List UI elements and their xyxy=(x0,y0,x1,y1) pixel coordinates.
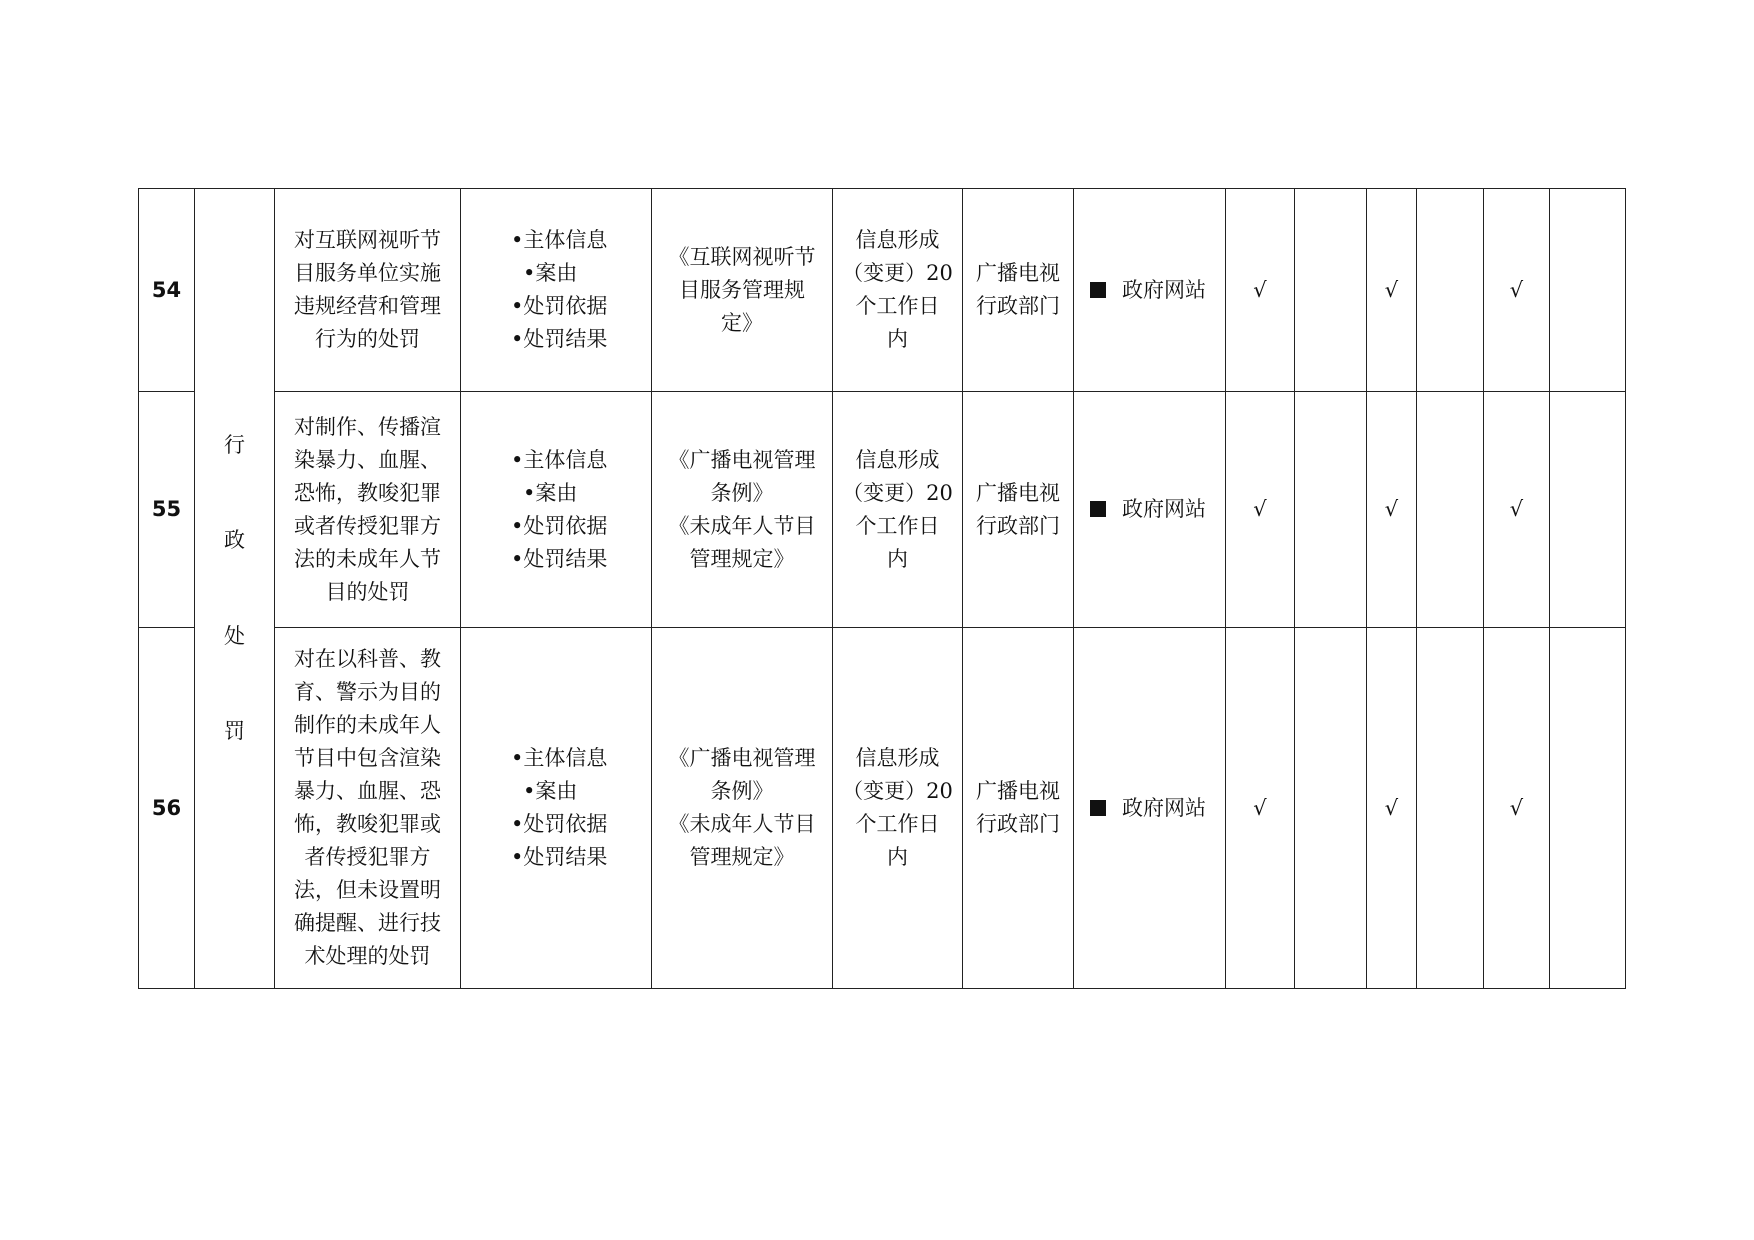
content-cell: •主体信息 •案由 •处罚依据 •处罚结果 xyxy=(461,392,652,628)
category-char: 罚 xyxy=(224,719,245,744)
basis-cell: 《广播电视管理 条例》 《未成年人节目 管理规定》 xyxy=(652,392,833,628)
time-limit-cell: 信息形成 （变更）20 个工作日 内 xyxy=(833,628,963,989)
check-cell: √ xyxy=(1367,628,1417,989)
row-number: 56 xyxy=(139,628,195,989)
check-cell xyxy=(1417,189,1484,392)
content-cell: •主体信息 •案由 •处罚依据 •处罚结果 xyxy=(461,628,652,989)
table-row xyxy=(139,628,1626,989)
category-char: 政 xyxy=(224,528,245,553)
check-cell xyxy=(1550,628,1626,989)
check-cell xyxy=(1295,392,1367,628)
check-cell xyxy=(1417,628,1484,989)
item-cell: 对互联网视听节 目服务单位实施 违规经营和管理 行为的处罚 xyxy=(275,189,461,392)
check-cell: √ xyxy=(1367,392,1417,628)
category-char: 处 xyxy=(224,623,245,648)
category-cell xyxy=(195,189,275,989)
check-cell xyxy=(1417,392,1484,628)
table-row xyxy=(139,392,1626,628)
check-cell xyxy=(1550,392,1626,628)
table-row xyxy=(139,189,1626,392)
disclosure-table xyxy=(138,188,1626,989)
row-number: 55 xyxy=(139,392,195,628)
channel-cell: 政府网站 xyxy=(1074,392,1226,628)
time-limit-cell: 信息形成 （变更）20 个工作日 内 xyxy=(833,392,963,628)
subject-cell: 广播电视 行政部门 xyxy=(963,189,1074,392)
channel-cell: 政府网站 xyxy=(1074,189,1226,392)
content-cell: •主体信息 •案由 •处罚依据 •处罚结果 xyxy=(461,189,652,392)
check-cell: √ xyxy=(1484,392,1550,628)
check-cell xyxy=(1295,628,1367,989)
subject-cell: 广播电视 行政部门 xyxy=(963,392,1074,628)
check-cell: √ xyxy=(1226,392,1295,628)
channel-cell: 政府网站 xyxy=(1074,628,1226,989)
black-square-icon xyxy=(1090,800,1106,816)
time-limit-cell: 信息形成 （变更）20 个工作日 内 xyxy=(833,189,963,392)
check-cell: √ xyxy=(1484,628,1550,989)
item-cell: 对在以科普、教 育、警示为目的 制作的未成年人 节目中包含渲染 暴力、血腥、恐 怖，教唆犯罪或 者传授犯罪方 法，但未设置明 确提醒、进行技 术处理的处罚 xyxy=(275,628,461,989)
basis-cell: 《互联网视听节 目服务管理规 定》 xyxy=(652,189,833,392)
check-cell: √ xyxy=(1226,628,1295,989)
check-cell xyxy=(1550,189,1626,392)
row-number: 54 xyxy=(139,189,195,392)
black-square-icon xyxy=(1090,282,1106,298)
category-char: 行 xyxy=(224,432,245,457)
black-square-icon xyxy=(1090,501,1106,517)
item-cell: 对制作、传播渲 染暴力、血腥、 恐怖，教唆犯罪 或者传授犯罪方 法的未成年人节 目的处罚 xyxy=(275,392,461,628)
check-cell: √ xyxy=(1367,189,1417,392)
check-cell: √ xyxy=(1484,189,1550,392)
check-cell: √ xyxy=(1226,189,1295,392)
check-cell xyxy=(1295,189,1367,392)
subject-cell: 广播电视 行政部门 xyxy=(963,628,1074,989)
basis-cell: 《广播电视管理 条例》 《未成年人节目 管理规定》 xyxy=(652,628,833,989)
